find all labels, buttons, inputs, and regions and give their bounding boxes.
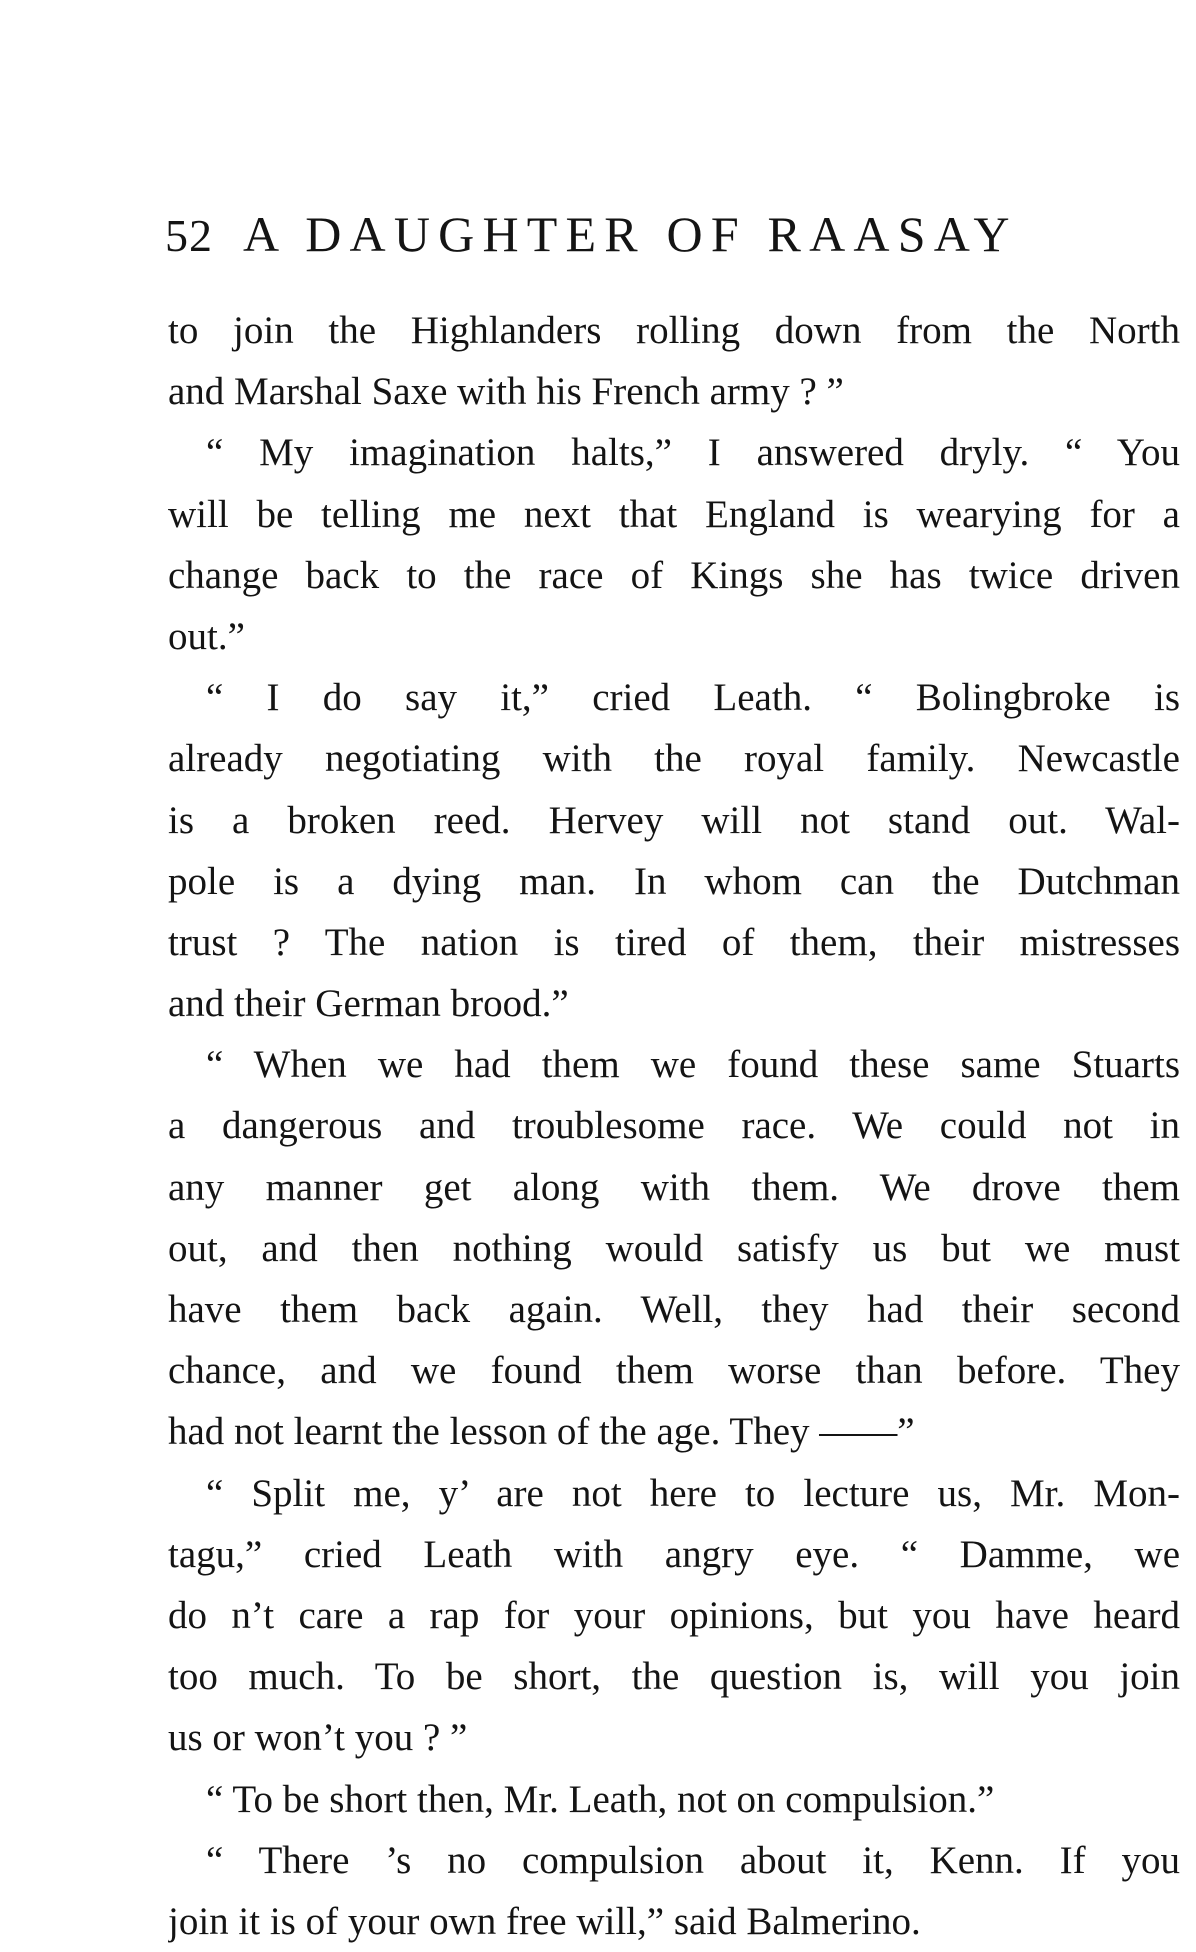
text-line: is a broken reed. Hervey will not stand out. Wal- — [168, 798, 1180, 842]
text-line: pole is a dying man. In whom can the Dutchman — [168, 859, 1180, 903]
text-line: to join the Highlanders rolling down from the North — [168, 309, 1180, 352]
text-line: a dangerous and troublesome race. We could not in — [168, 1104, 1180, 1148]
text-line: already negotiating with the royal family. Newcastle — [168, 737, 1180, 781]
text-line: do n’t care a rap for your opinions, but you have heard — [168, 1593, 1180, 1637]
text-line: tagu,” cried Leath with angry eye. “ Damme, we — [168, 1532, 1180, 1576]
text-line: trust ? The nation is tired of them, their mistresses — [168, 920, 1180, 964]
text-line: out.” — [168, 614, 245, 658]
text-line: change back to the race of Kings she has twice driven — [168, 553, 1180, 597]
text-line: will be telling me next that England is wearying for a — [168, 492, 1180, 536]
text-line: “ To be short then, Mr. Leath, not on compulsion.” — [206, 1777, 995, 1821]
text-line: any manner get along with them. We drove them — [168, 1165, 1180, 1209]
running-title: A DAUGHTER OF RAASAY — [243, 206, 1018, 262]
running-header — [165, 205, 1145, 265]
text-line: “ When we had them we found these same Stuarts — [206, 1043, 1180, 1087]
page-number: 52 — [165, 210, 213, 261]
body-text — [168, 300, 1180, 1952]
text-line: chance, and we found them worse than before. They — [168, 1349, 1180, 1393]
text-line: “ Split me, y’ are not here to lecture us, Mr. Mon- — [206, 1471, 1180, 1515]
text-line: out, and then nothing would satisfy us but we must — [168, 1226, 1180, 1270]
text-line: had not learnt the lesson of the age. They ——” — [168, 1410, 915, 1454]
text-line: “ My imagination halts,” I answered dryly. “ You — [206, 431, 1180, 475]
text-line: and their German brood.” — [168, 982, 569, 1026]
text-line: have them back again. Well, they had their second — [168, 1288, 1180, 1331]
text-line: and Marshal Saxe with his French army ? ” — [168, 370, 844, 414]
text-line: join it is of your own free will,” said Balmerino. — [168, 1899, 921, 1943]
text-line: us or won’t you ? ” — [168, 1716, 468, 1760]
text-line: “ There ’s no compulsion about it, Kenn. If you — [206, 1838, 1180, 1882]
text-line: “ I do say it,” cried Leath. “ Bolingbroke is — [206, 676, 1180, 720]
text-line: too much. To be short, the question is, will you join — [168, 1655, 1180, 1699]
